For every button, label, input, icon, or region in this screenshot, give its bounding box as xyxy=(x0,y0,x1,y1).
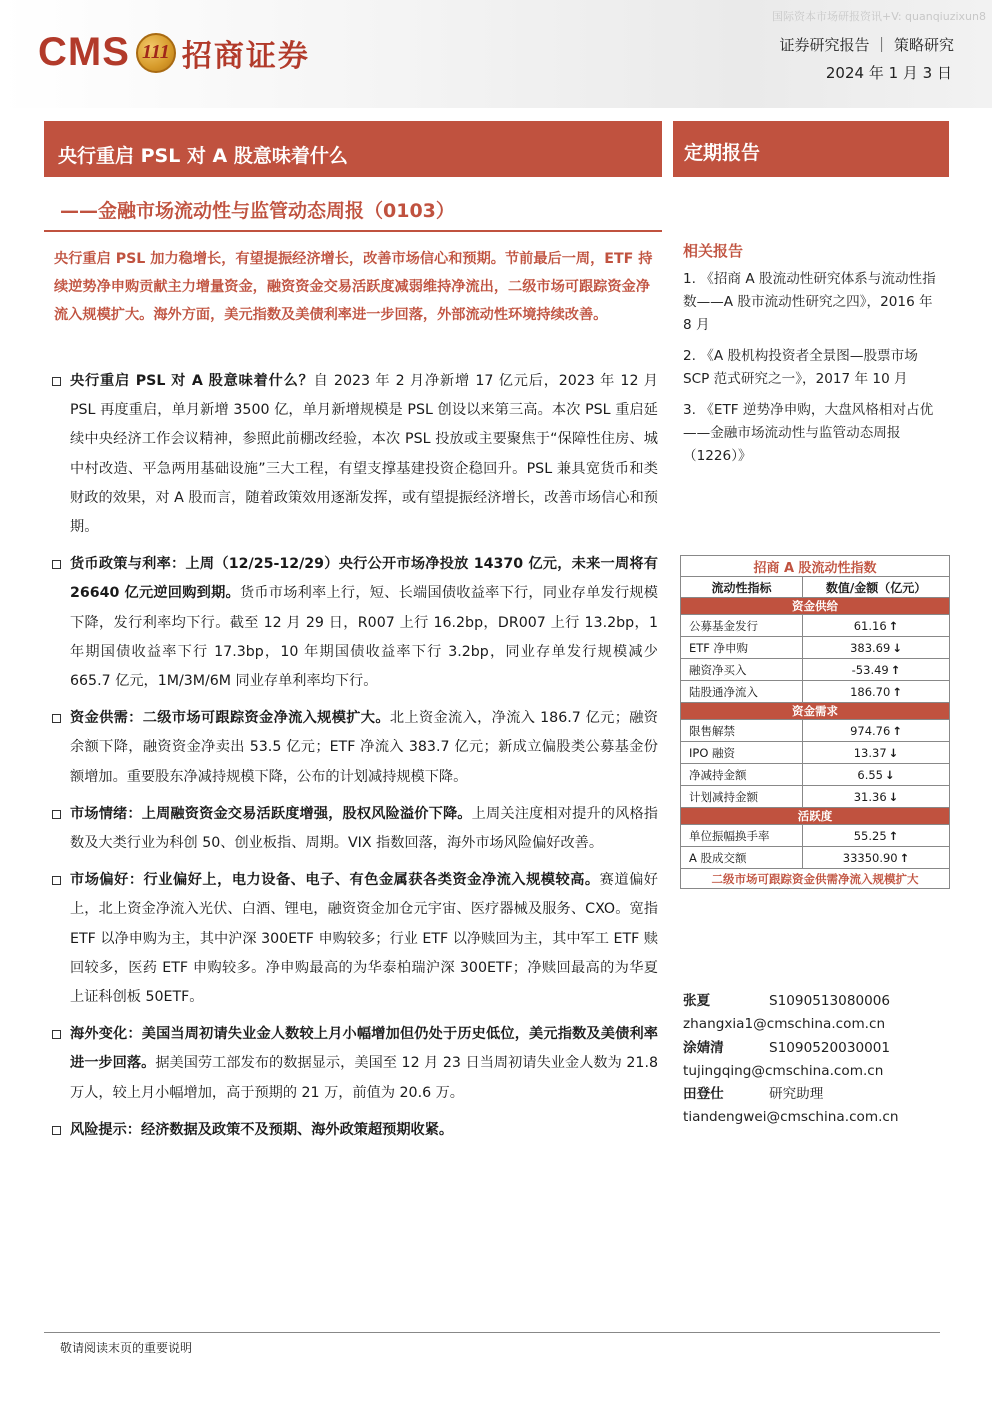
logo-chinese: 招商证券 xyxy=(181,38,310,74)
analyst-email[interactable]: tujingqing@cmschina.com.cn xyxy=(683,1062,884,1079)
bullet-item xyxy=(52,800,658,858)
row-value: 55.25 ↑ xyxy=(803,825,950,847)
analyst-cert: 研究助理 xyxy=(769,1086,824,1103)
row-label: IPO 融资 xyxy=(681,742,803,764)
analyst-cert: S1090520030001 xyxy=(769,1039,891,1056)
table-row xyxy=(681,847,950,869)
analyst-name: 涂婧清 xyxy=(683,1039,724,1056)
watermark: 国际资本市场研报资讯+V: quanqiuzixun8 xyxy=(771,10,986,23)
arrow-up-icon: ↑ xyxy=(892,723,902,738)
analyst-row xyxy=(683,1083,945,1106)
section-header: 活跃度 xyxy=(681,808,950,825)
arrow-down-icon: ↓ xyxy=(885,767,895,782)
bullet-text: 货币市场利率上行，短、长端国债收益率下行，同业存单发行规模下降，发行利率均下行。截至 12 月 29 日，R007 上行 16.2bp，DR007 上行 13.2bp，1 年期国债收益率下行 17.3bp，10 年期国债收益率下行 3.2bp，同业存单发行规模减少 665.7 亿元，1M/3M/6M 同业存单利率均下行。 xyxy=(70,585,658,690)
checkbox-square-icon xyxy=(52,810,61,819)
page-title: 央行重启 PSL 对 A 股意味着什么 xyxy=(58,145,348,167)
row-label: 融资净买入 xyxy=(681,659,803,681)
table-row xyxy=(681,681,950,703)
column-header: 数值/金额（亿元） xyxy=(803,577,950,598)
bullet-item xyxy=(52,550,658,696)
bullet-item xyxy=(52,1020,658,1108)
section-header: 资金需求 xyxy=(681,703,950,720)
bullet-text: 赛道偏好上，北上资金净流入光伏、白酒、锂电，融资资金加仓元宇宙、医疗器械及服务、CXO。宽指 ETF 以净申购为主，其中沪深 300ETF 申购较多；行业 ETF 以净赎回为主，其中军工 ETF 赎回较多，医药 ETF 申购较多。净申购最高的为华泰柏瑞沪深 300ETF；净赎回最高的为华夏上证科创板 50ETF。 xyxy=(70,872,658,1006)
row-label: 公募基金发行 xyxy=(681,615,803,637)
column-header: 流动性指标 xyxy=(681,577,803,598)
doc-type: 证券研究报告 ｜ 策略研究 xyxy=(779,36,954,54)
bullet-heading: 风险提示：经济数据及政策不及预期、海外政策超预期收紧。 xyxy=(70,1121,454,1138)
row-value: 974.76 ↑ xyxy=(803,720,950,742)
row-value: 186.70 ↑ xyxy=(803,681,950,703)
checkbox-square-icon xyxy=(52,876,61,885)
related-reports-heading: 相关报告 xyxy=(683,242,744,260)
analyst-name: 田登仕 xyxy=(683,1086,724,1103)
analyst-block xyxy=(683,990,945,1130)
table-row xyxy=(681,659,950,681)
footer-divider xyxy=(44,1332,940,1333)
table-header-row xyxy=(681,577,950,598)
checkbox-square-icon xyxy=(52,560,61,569)
checkbox-square-icon xyxy=(52,1126,61,1135)
arrow-up-icon: ↑ xyxy=(888,828,899,843)
arrow-up-icon: ↑ xyxy=(892,684,902,699)
table-row xyxy=(681,637,950,659)
row-value: 13.37 ↓ xyxy=(803,742,950,764)
related-reports-list xyxy=(683,268,945,476)
logo-badge-icon: 111 xyxy=(136,33,176,73)
checkbox-square-icon xyxy=(52,377,61,386)
analyst-email[interactable]: tiandengwei@cmschina.com.cn xyxy=(683,1109,899,1126)
arrow-up-icon: ↑ xyxy=(888,618,899,633)
row-value: -53.49 ↑ xyxy=(803,659,950,681)
row-label: 陆股通净流入 xyxy=(681,681,803,703)
bullet-heading: 货币政策与利率：上周（12/25-12/29）央行公开市场净投放 14370 亿元，未来一周将有 26640 亿元逆回购到期。 xyxy=(70,556,658,602)
table-row xyxy=(681,742,950,764)
row-label: ETF 净申购 xyxy=(681,637,803,659)
row-value: 31.36 ↓ xyxy=(803,786,950,808)
bullet-text: 上周关注度相对提升的风格指数及大类行业为科创 50、创业板指、周期。VIX 指数回落，海外市场风险偏好改善。 xyxy=(70,805,658,852)
row-label: A 股成交额 xyxy=(681,847,803,869)
checkbox-square-icon xyxy=(52,1030,61,1039)
table-row xyxy=(681,825,950,847)
bullet-heading: 市场情绪：上周融资资金交易活跃度增强，股权风险溢价下降。 xyxy=(70,805,472,822)
arrow-up-icon: ↑ xyxy=(890,662,901,677)
bullet-heading: 央行重启 PSL 对 A 股意味着什么？ xyxy=(70,373,314,389)
table-title: 招商 A 股流动性指数 xyxy=(681,556,950,577)
cms-logo xyxy=(38,30,310,75)
bullet-heading: 市场偏好：行业偏好上，电力设备、电子、有色金属获各类资金净流入规模较高。 xyxy=(70,872,600,889)
bullet-item xyxy=(52,1116,658,1145)
report-category: 定期报告 xyxy=(684,142,761,164)
table-row xyxy=(681,615,950,637)
abstract: 央行重启 PSL 加力稳增长，有望提振经济增长，改善市场信心和预期。节前最后一周，ETF 持续逆势净申购贡献主力增量资金，融资资金交易活跃度减弱维持净流出，二级市场可跟踪资金净流入规模扩大。海外方面，美元指数及美债利率进一步回落，外部流动性环境持续改善。 xyxy=(54,251,653,323)
footer-note: 敬请阅读末页的重要说明 xyxy=(60,1341,193,1355)
row-label: 单位振幅换手率 xyxy=(681,825,803,847)
analyst-row xyxy=(683,990,945,1013)
bullet-text: 自 2023 年 2 月净新增 17 亿元后，2023 年 12 月 PSL 再度重启，单月新增 3500 亿，单月新增规模是 PSL 创设以来第三高。本次 PSL 重启延续中央经济工作会议精神，参照此前棚改经验，本次 PSL 投放或主要聚焦于“保障性住房、城中村改造、平急两用基础设施”三大工程，有望支撑基建投资企稳回升。PSL 兼具宽货币和类财政的效果，对 A 股而言，随着政策效用逐渐发挥，或有望提振经济增长，改善市场信心和预期。 xyxy=(70,373,658,536)
row-value: 6.55 ↓ xyxy=(803,764,950,786)
table-row xyxy=(681,720,950,742)
bullet-list xyxy=(52,367,658,1153)
logo-latin: CMS xyxy=(38,30,130,74)
analyst-email[interactable]: zhangxia1@cmschina.com.cn xyxy=(683,1016,886,1033)
related-report-link[interactable]: 3. 《ETF 逆势净申购，大盘风格相对占优——金融市场流动性与监管动态周报（1226）》 xyxy=(683,402,934,464)
checkbox-square-icon xyxy=(52,714,61,723)
analyst-cert: S1090513080006 xyxy=(769,993,891,1009)
bullet-text: 据美国劳工部发布的数据显示，美国至 12 月 23 日当周初请失业金人数为 21.8 万人，较上月小幅增加，高于预期的 21 万，前值为 20.6 万。 xyxy=(70,1055,658,1101)
analyst-row xyxy=(683,1037,945,1060)
row-label: 净减持金额 xyxy=(681,764,803,786)
bullet-heading: 海外变化：美国当周初请失业金人数较上月小幅增加但仍处于历史低位，美元指数及美债利率进一步回落。 xyxy=(70,1026,658,1072)
arrow-up-icon: ↑ xyxy=(899,850,910,865)
section-header: 资金供给 xyxy=(681,598,950,615)
related-report-link[interactable]: 2. 《A 股机构投资者全景图—股票市场 SCP 范式研究之一》，2017 年 10 月 xyxy=(683,348,918,387)
bullet-item xyxy=(52,367,658,542)
arrow-down-icon: ↓ xyxy=(888,789,899,804)
bullet-item xyxy=(52,866,658,1012)
table-row xyxy=(681,786,950,808)
bullet-text: 北上资金流入，净流入 186.7 亿元；融资余额下降，融资资金净卖出 53.5 亿元；ETF 净流入 383.7 亿元；新成立偏股类公募基金份额增加。重要股东净减持规模下降，公布的计划减持规模下降。 xyxy=(70,710,658,785)
liquidity-index-table xyxy=(680,555,950,889)
row-value: 61.16 ↑ xyxy=(803,615,950,637)
row-value: 383.69 ↓ xyxy=(803,637,950,659)
arrow-down-icon: ↓ xyxy=(892,640,902,655)
table-title-row xyxy=(681,556,950,577)
arrow-down-icon: ↓ xyxy=(888,745,899,760)
title-divider xyxy=(44,230,662,232)
row-value: 33350.90 ↑ xyxy=(803,847,950,869)
table-footnote: 二级市场可跟踪资金供需净流入规模扩大 xyxy=(681,869,950,889)
page-subtitle: ——金融市场流动性与监管动态周报（0103） xyxy=(60,200,455,222)
row-label: 计划减持金额 xyxy=(681,786,803,808)
table-row xyxy=(681,764,950,786)
row-label: 限售解禁 xyxy=(681,720,803,742)
bullet-heading: 资金供需：二级市场可跟踪资金净流入规模扩大。 xyxy=(70,710,390,727)
analyst-name: 张夏 xyxy=(683,993,711,1009)
bullet-item xyxy=(52,704,658,792)
related-report-link[interactable]: 1. 《招商 A 股流动性研究体系与流动性指数——A 股市流动性研究之四》，2016 年 8 月 xyxy=(683,271,936,333)
doc-date: 2024 年 1 月 3 日 xyxy=(825,64,952,82)
